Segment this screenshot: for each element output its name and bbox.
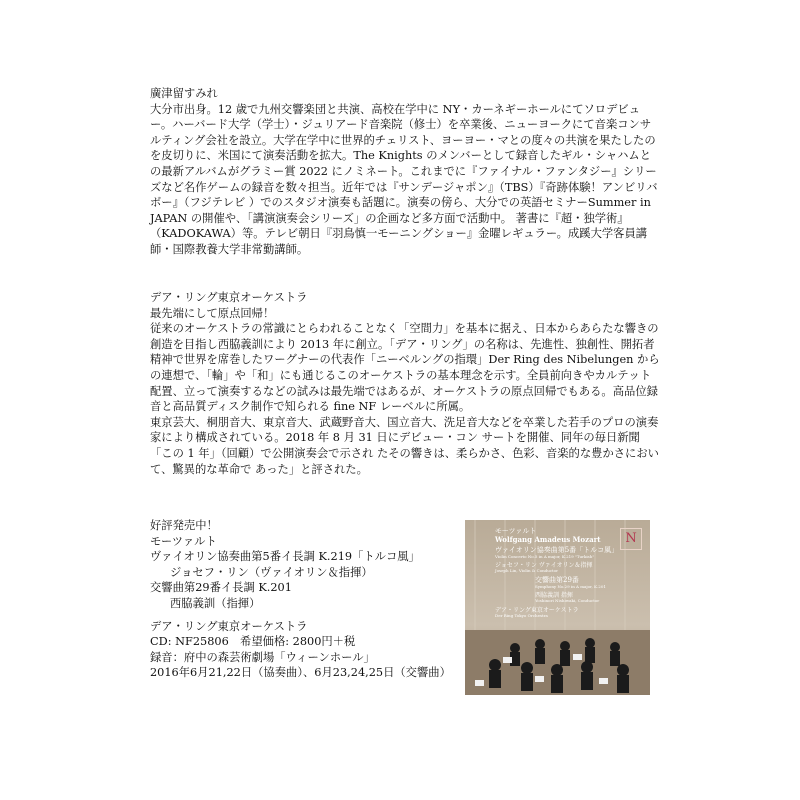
release-cd-number: CD: NF25806 希望価格: 2800円＋税	[150, 635, 356, 649]
profile-text: 大分市出身。12 歳で九州交響楽団と共演、高校在学中に NY・カーネギーホールにてソロデビュー。ハーバード大学（学士）・ジュリアード音楽院（修士）を卒業後、ニューヨークにて音楽コンサルティング会社を設立。大学在学中に世界的チェリスト、ヨーヨー・マとの度々の共演を果たしたのを皮切りに、米国にて演奏活動を拡大。The Knights のメンバーとして録音したギル・シャハムとの最新アルバムがグラミー賞 2022 にノミネート。これまでに『ファイナル・ファンタジー』シリーズなど名作ゲームの録音を数々担当。近年では『サンデージャポン』（TBS）『奇跡体験！アンビリバボー』（フジテレビ ）でのスタジオ演奏も話題に。演奏の傍ら、大分での英語セミナーSummer in JAPAN の開催や、「講演演奏会シリーズ」の企画など多方面で活動中。 著書に『超・独学術』（KADOKAWA）等。テレビ朝日『羽鳥慎一モーニングショー』金曜レギュラー。成蹊大学客員講師・国際教養大学非常勤講師。	[150, 102, 658, 256]
cover-line: Der Ring Tokyo Orchestra	[495, 613, 548, 618]
cover-line: ジョセフ・リン ヴァイオリン＆指揮	[495, 562, 593, 569]
release-venue: 録音：府中の森芸術劇場「ウィーンホール」	[150, 650, 375, 664]
label-logo: N	[620, 528, 642, 550]
release-work-2: 交響曲第29番イ長調 K.201	[150, 581, 292, 595]
cover-line: デア・リング東京オーケストラ	[495, 607, 579, 614]
cover-line: ヴァイオリン協奏曲第5番「トルコ風」	[495, 546, 619, 554]
cover-line: 西脇義訓 指揮	[535, 592, 573, 599]
release-composer: モーツァルト	[150, 534, 217, 548]
cover-line: モーツァルト	[495, 527, 537, 535]
orchestra-section	[150, 290, 660, 477]
cover-line: 交響曲第29番	[535, 576, 579, 584]
release-work-2-performer: 西脇義訓（指揮）	[170, 596, 261, 610]
cover-line: Wolfgang Amadeus Mozart	[495, 535, 601, 544]
orchestra-name: デア・リング東京オーケストラ	[150, 291, 308, 304]
release-orchestra: デア・リング東京オーケストラ	[150, 619, 308, 633]
release-info	[150, 518, 460, 681]
orchestra-tagline: 最先端にして原点回帰！	[150, 306, 275, 320]
profile-name: 廣津留すみれ	[150, 87, 218, 100]
release-headline: 好評発売中！	[150, 519, 218, 532]
release-work-1: ヴァイオリン協奏曲第5番イ長調 K.219「トルコ風」	[150, 550, 420, 564]
cover-line: Symphony No.29 in A major, K.201	[535, 584, 606, 589]
orchestra-text-2: 東京芸大、桐朋音大、東京音大、武蔵野音大、国立音大、洗足音大などを卒業した若手のプロの演奏家により構成されている。2018 年 8 月 31 日にデビュー・コン サートを開催、同年の毎日新聞「この 1 年」（回顧）で公開演奏会で示され たその響きは、柔らかさ、色彩、音楽的な豊かさにおいて、驚異的な革命で あった」と評された。	[150, 415, 659, 476]
profile-section	[150, 86, 660, 258]
release-work-1-performer: ジョセフ・リン（ヴァイオリン＆指揮）	[170, 565, 373, 579]
release-dates: 2016年6月21,22日（協奏曲）、6月23,24,25日（交響曲）	[150, 666, 451, 680]
cover-line: Joseph Lin, Violin & Conductor	[495, 568, 558, 573]
cover-line: Violin Concerto No.5 in A major, K.219 "Turkish"	[495, 554, 595, 559]
cover-line: Yoshinori Nishiwaki, Conductor	[535, 598, 600, 603]
album-cover-image	[465, 520, 650, 695]
orchestra-text: 従来のオーケストラの常識にとらわれることなく「空間力」を基本に据え、日本からあらたな響きの創造を目指し西脇義訓により 2013 年に創立。「デア・リング」の名称は、先進性、独創性、開拓者精神で世界を席巻したワーグナーの代表作「ニーベルングの指環」Der Ring des Nibelungen からの連想で、「輪」や「和」にも通じるこのオーケストラの基本理念を示す。全員前向きやカルテット配置、立って演奏するなどの試みは最先端ではあるが、オーケストラの原点回帰でもある。高品位録音と高品質ディスク制作で知られる fine NF レーベルに所属。	[150, 322, 660, 414]
